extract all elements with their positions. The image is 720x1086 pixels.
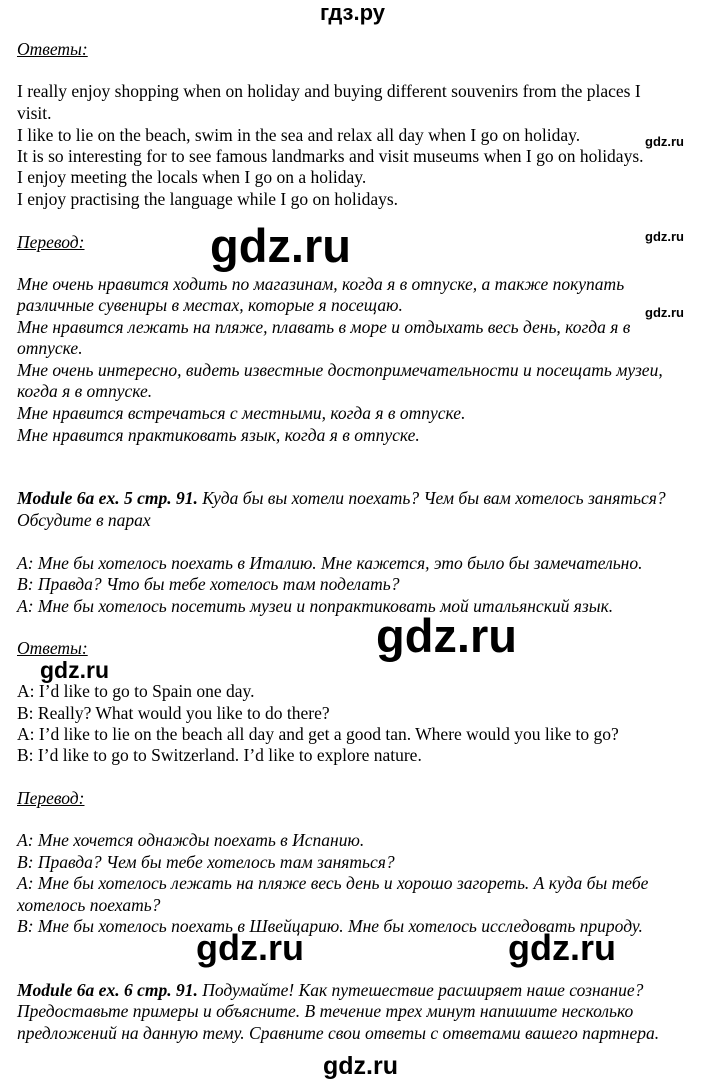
answer-line: I like to lie on the beach, swim in the sea and relax all day when I go on holiday. bbox=[17, 125, 581, 145]
watermark-small: gdz.ru bbox=[645, 305, 684, 320]
answers-label-1: Ответы: bbox=[17, 39, 88, 59]
task-text: предложений на данную тему. Сравните свои ответы с ответами вашего партнера. bbox=[17, 1023, 660, 1043]
dialog-line: A: Мне бы хотелось поехать в Италию. Мне кажется, это было бы замечательно. bbox=[17, 553, 643, 573]
answer-line: A: I’d like to lie on the beach all day and get a good tan. Where would you like to go? bbox=[17, 724, 619, 744]
translation-label-1: Перевод: bbox=[17, 232, 85, 252]
answer-line: I enjoy meeting the locals when I go on a holiday. bbox=[17, 167, 367, 187]
task-heading-ex5 bbox=[17, 488, 666, 508]
answer-line: visit. bbox=[17, 103, 52, 123]
site-header: гдз.ру bbox=[320, 0, 385, 25]
watermark-small: gdz.ru bbox=[645, 134, 684, 149]
task-text: Обсудите в парах bbox=[17, 510, 151, 530]
translation-label-2: Перевод: bbox=[17, 788, 85, 808]
answer-line: B: Really? What would you like to do there? bbox=[17, 703, 330, 723]
watermark-large: gdz.ru bbox=[210, 219, 351, 272]
task-text: Предоставьте примеры и объясните. В течение трех минут напишите несколько bbox=[17, 1001, 634, 1021]
translation-line: B: Мне бы хотелось поехать в Швейцарию. Мне бы хотелось исследовать природу. bbox=[17, 916, 643, 936]
answer-line: I enjoy practising the language while I go on holidays. bbox=[17, 189, 399, 209]
translation-line: когда я в отпуске. bbox=[17, 381, 153, 401]
dialog-line: A: Мне бы хотелось посетить музеи и попрактиковать мой итальянский язык. bbox=[17, 596, 614, 616]
task-text: Подумайте! Как путешествие расширяет наше сознание? bbox=[197, 980, 644, 1000]
watermark-large: gdz.ru bbox=[196, 927, 304, 968]
translation-line: Мне нравится встречаться с местными, когда я в отпуске. bbox=[17, 403, 466, 423]
answer-line: B: I’d like to go to Switzerland. I’d like to explore nature. bbox=[17, 745, 422, 765]
module-ref: Module 6a ex. 5 стр. 91. bbox=[17, 488, 198, 508]
dialog-line: B: Правда? Что бы тебе хотелось там поделать? bbox=[17, 574, 400, 594]
translation-line: Мне нравится лежать на пляже, плавать в море и отдыхать весь день, когда я в bbox=[17, 317, 631, 337]
translation-line: Мне нравится практиковать язык, когда я в отпуске. bbox=[17, 425, 420, 445]
translation-line: B: Правда? Чем бы тебе хотелось там заняться? bbox=[17, 852, 395, 872]
translation-line: Мне очень нравится ходить по магазинам, когда я в отпуске, а также покупать bbox=[17, 274, 625, 294]
translation-line: A: Мне хочется однажды поехать в Испанию. bbox=[17, 830, 365, 850]
translation-line: A: Мне бы хотелось лежать на пляже весь день и хорошо загореть. А куда бы тебе bbox=[17, 873, 649, 893]
answer-line: It is so interesting for to see famous landmarks and visit museums when I go on holidays. bbox=[17, 146, 644, 166]
watermark-medium: gdz.ru bbox=[40, 657, 109, 683]
translation-line: отпуске. bbox=[17, 338, 83, 358]
answer-line: I really enjoy shopping when on holiday and buying different souvenirs from the places I bbox=[17, 81, 641, 101]
translation-line: различные сувениры в местах, которые я посещаю. bbox=[17, 295, 403, 315]
answers-label-2: Ответы: bbox=[17, 638, 88, 658]
module-ref: Module 6a ex. 6 стр. 91. bbox=[17, 980, 198, 1000]
watermark-small: gdz.ru bbox=[645, 229, 684, 244]
watermark-large: gdz.ru bbox=[508, 927, 616, 968]
task-text: Куда бы вы хотели поехать? Чем бы вам хотелось заняться? bbox=[197, 488, 666, 508]
watermark-footer: gdz.ru bbox=[323, 1052, 398, 1080]
watermark-large: gdz.ru bbox=[376, 609, 517, 662]
task-heading-ex6 bbox=[17, 980, 643, 1000]
translation-line: хотелось поехать? bbox=[17, 895, 161, 915]
answer-line: A: I’d like to go to Spain one day. bbox=[17, 681, 255, 701]
translation-line: Мне очень интересно, видеть известные достопримечательности и посещать музеи, bbox=[17, 360, 663, 380]
